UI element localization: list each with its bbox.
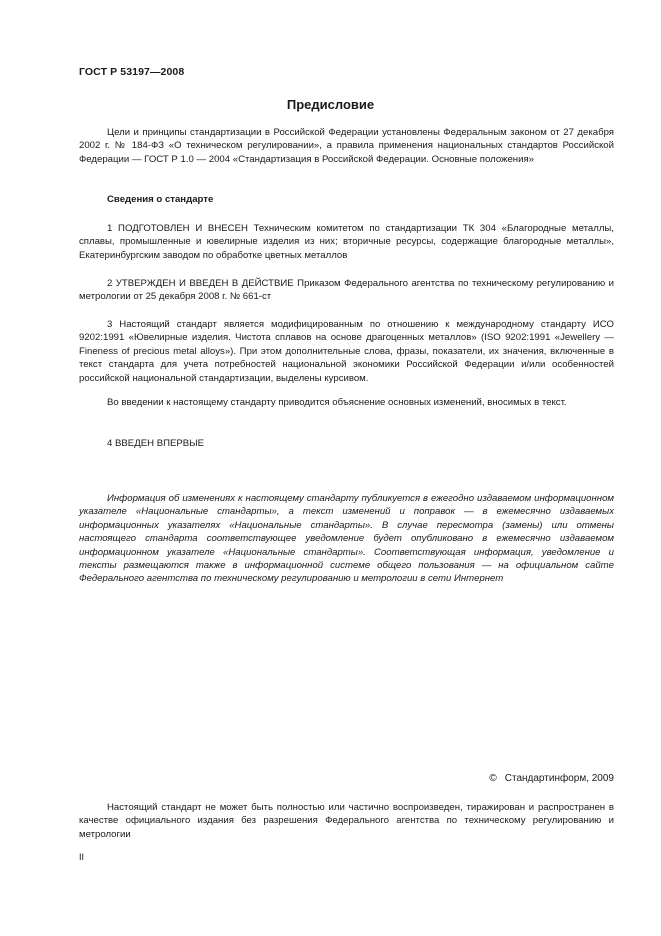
page-title: Предисловие [286,97,375,112]
item-3-paragraph: 3 Настоящий стандарт является модифицированным по отношению к международному стандарту ИСО 9202:1991 «Ювелирные изделия. Чистота сплавов на основе драгоценных металлов» (ISO 9202:1991 «Jewellery — Fineness of precious metal alloys»). При этом дополнительные слова, фразы, показатели, их значения, включенные в текст стандарта для учета потребностей национальной экономики Российской Федерации и/или особенностей российской национальной стандартизации, выделены курсивом. [79,319,614,384]
item-3-note-paragraph: Во введении к настоящему стандарту приводится объяснение основных изменений, вносимых в текст. [107,397,567,408]
intro-paragraph: Цели и принципы стандартизации в Российской Федерации установлены Федеральным законом от 27 декабря 2002 г. № 184-ФЗ «О техническом регулировании», а правила применения национальных стандартов Российской Федерации — ГОСТ Р 1.0 — 2004 «Стандартизация в Российской Федерации. Основные положения» [79,127,614,165]
standard-number-header: ГОСТ Р 53197—2008 [79,66,185,78]
notice-paragraph: Информация об изменениях к настоящему стандарту публикуется в ежегодно издаваемом информационном указателе «Национальные стандарты», а текст изменений и поправок — в ежемесячно издаваемых информационных указателях «Национальные стандарты». В случае пересмотра (замены) или отмены настоящего стандарта соответствующее уведомление будет опубликовано в ежемесячно издаваемом информационном указателе «Национальные стандарты». Соответствующая информация, уведомление и тексты размещаются также в информационной системе общего пользования — на официальном сайте Федерального агентства по техническому регулированию и метрологии в сети Интернет [79,493,614,585]
copyright-text: Стандартинформ, 2009 [504,773,614,784]
reproduction-notice-paragraph: Настоящий стандарт не может быть полностью или частично воспроизведен, тиражирован и распространен в качестве официального издания без разрешения Федерального агентства по техническому регулированию и метрологии [79,802,614,840]
copyright-symbol: © [489,773,497,784]
item-2-paragraph: 2 УТВЕРЖДЕН И ВВЕДЕН В ДЕЙСТВИЕ Приказом Федерального агентства по техническому регулированию и метрологии от 25 декабря 2008 г. № 661-ст [79,278,614,303]
page-number: II [79,852,85,862]
copyright-line [489,773,614,784]
item-4-paragraph: 4 ВВЕДЕН ВПЕРВЫЕ [107,438,205,449]
info-heading: Сведения о стандарте [107,194,214,205]
item-1-paragraph: 1 ПОДГОТОВЛЕН И ВНЕСЕН Техническим комитетом по стандартизации ТК 304 «Благородные металлы, сплавы, промышленные и ювелирные изделия из них; вторичные ресурсы, содержащие благородные металлы», Екатеринбургским заводом по обработке цветных металлов [79,223,614,261]
